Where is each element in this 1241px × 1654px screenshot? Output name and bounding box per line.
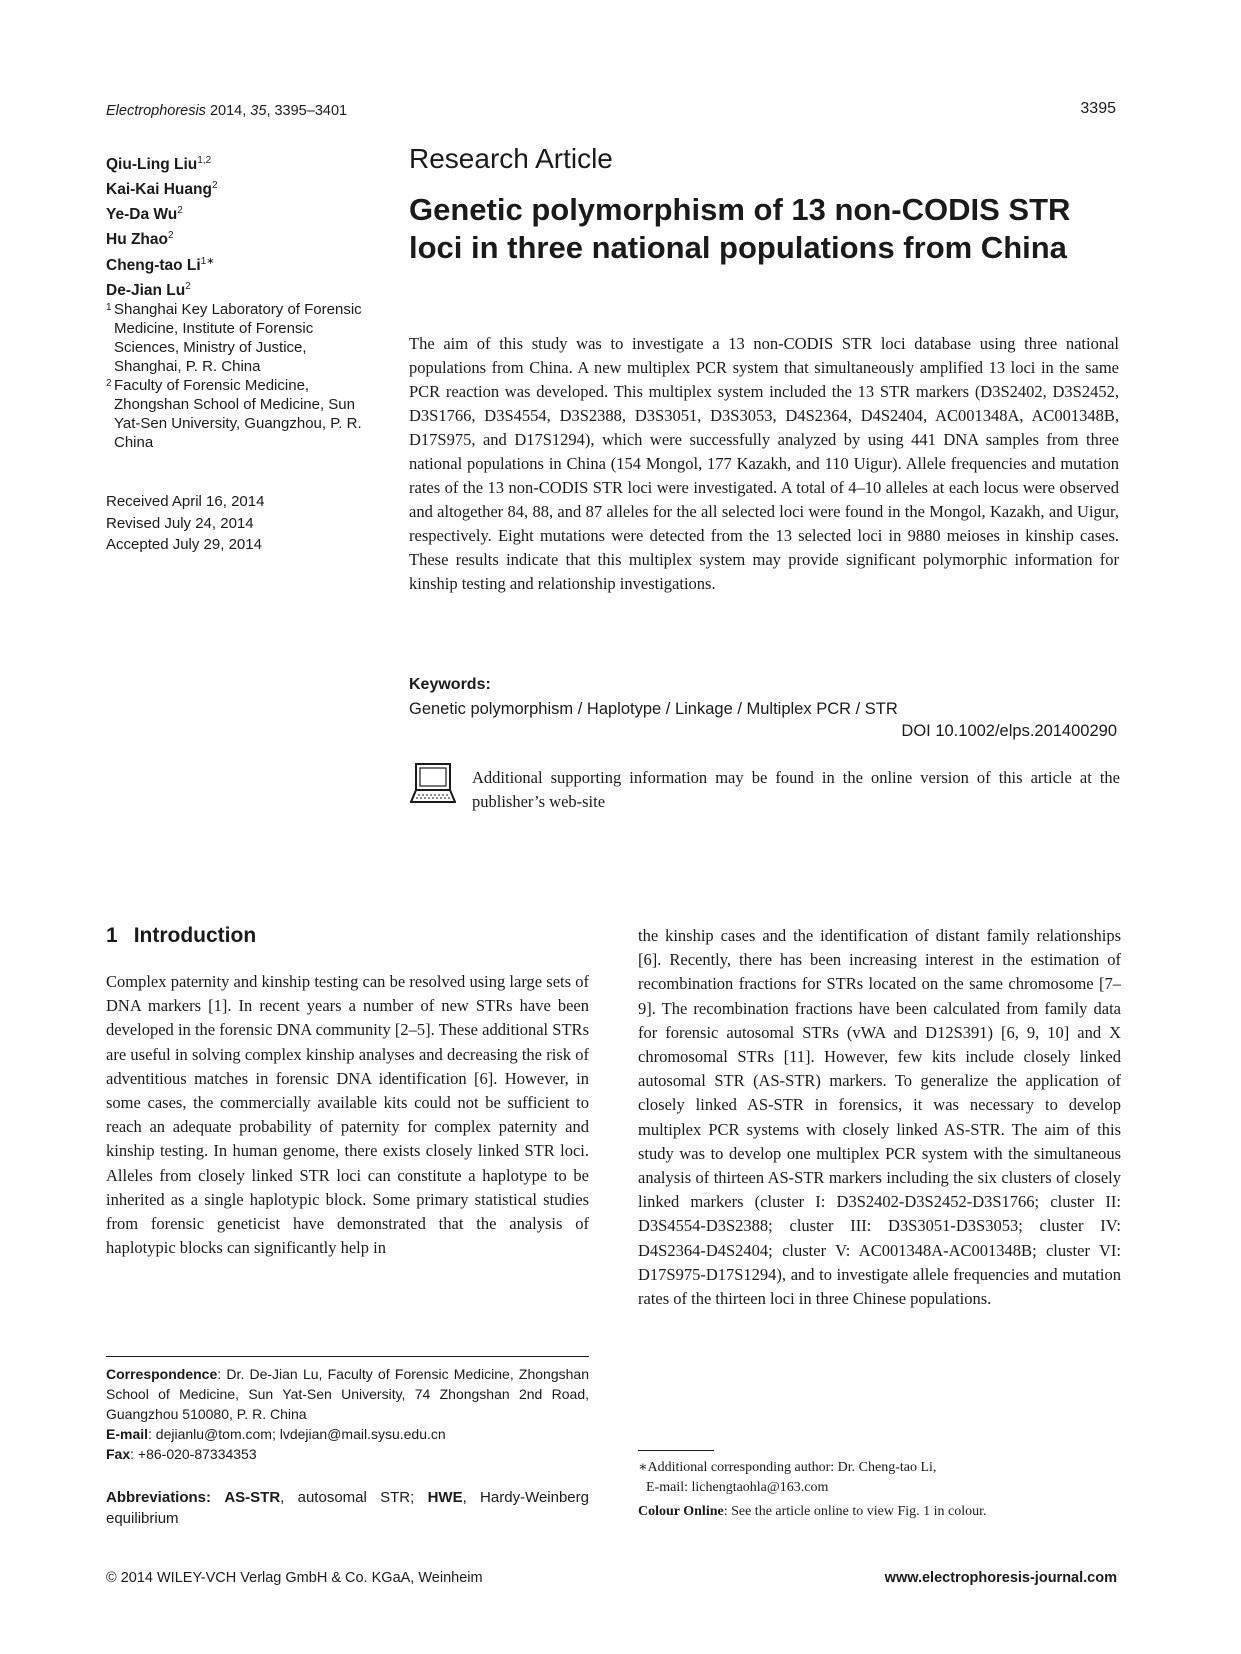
author: Hu Zhao$^2$ (106, 230, 174, 249)
supporting-info-note: Additional supporting information may be found in the online version of this article at the publisher’s web-site (472, 768, 1120, 811)
email: : dejianlu@tom.com; lvdejian@mail.sysu.edu.cn (148, 1426, 446, 1442)
affiliations (106, 300, 376, 452)
computer-icon (410, 762, 456, 813)
author: Kai-Kai Huang$^2$ (106, 180, 218, 199)
abbreviations-note: Abbreviations: AS-STR, autosomal STR; HWE, Hardy-Weinberg equilibrium (106, 1489, 589, 1527)
received-date: Received April 16, 2014 (106, 493, 265, 510)
fax: : +86-020-87334353 (130, 1446, 257, 1462)
affiliation: 1 Shanghai Key Laboratory of Forensic Medicine, Institute of Forensic Sciences, Ministry of Justice, Shanghai, P. R. China (106, 301, 362, 375)
affiliation: 2 Faculty of Forensic Medicine, Zhongshan School of Medicine, Sun Yat-Sen University, Guangzhou, P. R. China (106, 377, 362, 451)
article-type: Research Article (409, 143, 613, 174)
page-number: 3395 (1080, 100, 1116, 117)
revised-date: Revised July 24, 2014 (106, 514, 254, 532)
article-title: Genetic polymorphism of 13 non-CODIS STR loci in three national populations from China (409, 192, 1071, 265)
corresponding-author-footnote: ∗Additional corresponding author: Dr. Cheng-tao Li, E-mail: lichengtaohla@163.com (638, 1460, 937, 1495)
intro-paragraph-left: Complex paternity and kinship testing can be resolved using large sets of DNA markers [1]. In recent years a number of new STRs have been developed in the forensic DNA community [2–5]. These additional STRs are useful in solving complex kinship analyses and decreasing the risk of adventitious matches in forensic DNA identification [6]. However, in some cases, the commercially available kits could not be sufficient to reach an adequate probability of paternity for complex paternity and kinship testing. In human genome, there exists closely linked STR loci. Alleles from closely linked STR loci can constitute a haplotype to be inherited as a single haplotypic block. Some primary statistical studies from forensic geneticist have demonstrated that the analysis of haplotypic blocks can significantly help in (106, 972, 589, 1258)
section-number: 1 (106, 924, 118, 947)
citation-volume: 35 (250, 103, 267, 119)
author: Ye-Da Wu$^2$ (106, 205, 183, 224)
author: Qiu-Ling Liu$^{1,2}$ (106, 155, 212, 174)
author-list (106, 150, 366, 301)
section-heading (106, 924, 256, 948)
journal-url[interactable]: www.electrophoresis-journal.com (884, 1570, 1117, 1586)
doi: DOI 10.1002/elps.201400290 (901, 722, 1117, 740)
correspondence-note: Correspondence: Dr. De-Jian Lu, Faculty of Forensic Medicine, Zhongshan School of Medicine, Sun Yat-Sen University, 74 Zhongshan 2nd Road, Guangzhou 510080, P. R. China E-mail: dejianlu@tom.com; lvdejian@mail.sysu.edu.cn Fax: +86-020-87334353 (106, 1366, 589, 1462)
accepted-date: Accepted July 29, 2014 (106, 536, 262, 553)
footnote-rule (638, 1450, 714, 1451)
author: De-Jian Lu$^2$ (106, 280, 191, 299)
section-title: Introduction (133, 924, 257, 947)
citation-pages: , 3395–3401 (266, 103, 348, 119)
journal-name: Electrophoresis (106, 103, 206, 119)
running-head (106, 103, 347, 119)
citation-year: 2014, (209, 103, 251, 119)
intro-paragraph-right: the kinship cases and the identification of distant family relationships [6]. Recently, there has been increasing interest in the estimation of recombination fractions for STRs located on the same chromosome [7–9]. The recombination fractions have been calculated from family data for forensic autosomal STRs (vWA and D12S391) [6, 9, 10] and X chromosomal STRs [11]. However, few kits include closely linked autosomal STR (AS-STR) markers. To generalize the application of closely linked AS-STR in forensics, it was necessary to develop multiplex PCR systems with closely linked AS-STR. The aim of this study was to develop one multiplex PCR system with the simultaneous analysis of thirteen AS-STR markers including the six clusters of closely linked markers (cluster I: D3S2402-D3S2452-D3S1766; cluster II: D3S4554-D3S2388; cluster III: D3S3051-D3S3053; cluster IV: D4S2364-D4S2404; cluster V: AC001348A-AC001348B; cluster VI: D17S975-D17S1294), and to investigate allele frequencies and mutation rates of the thirteen loci in three Chinese populations. (638, 926, 1121, 1309)
keywords-label: Keywords: (409, 676, 491, 693)
footnote-rule (106, 1356, 589, 1357)
author: Cheng-tao $Li^{1∗}$ (106, 255, 215, 274)
article-dates (106, 491, 264, 556)
keywords: Genetic polymorphism / Haplotype / Linkage / Multiplex PCR / STR (409, 700, 898, 718)
abstract: The aim of this study was to investigate a 13 non-CODIS STR loci database using three national populations from China. A new multiplex PCR system that simultaneously amplified 13 loci in the same PCR reaction was developed. This multiplex system included the 13 STR markers (D3S2402, D3S2452, D3S1766, D3S4554, D3S2388, D3S3051, D3S3053, D4S2364, D4S2404, AC001348A, AC001348B, D17S975, and D17S1294), which were successfully analyzed by using 441 DNA samples from three national populations in China (154 Mongol, 177 Kazakh, and 110 Uigur). Allele frequencies and mutation rates of the 13 non-CODIS STR loci were investigated. A total of 4–10 alleles at each locus were observed and altogether 84, 88, and 87 alleles for the all selected loci were found in the Mongol, Kazakh, and Uigur, respectively. Eight mutations were detected from the 13 selected loci in 9880 meioses in kinship cases. These results indicate that this multiplex system may provide significant polymorphic information for kinship testing and relationship investigations. (409, 334, 1119, 593)
copyright: © 2014 WILEY-VCH Verlag GmbH & Co. KGaA, Weinheim (106, 1570, 483, 1586)
colour-online-note: Colour Online: See the article online to view Fig. 1 in colour. (638, 1504, 987, 1519)
